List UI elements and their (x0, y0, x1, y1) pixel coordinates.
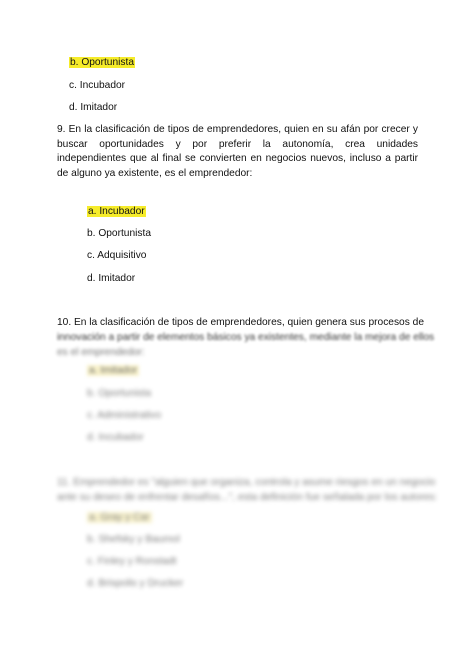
q8-option-c-text: c. Incubador (69, 80, 126, 91)
q10-option-d-text: d. Incubador (87, 432, 144, 443)
q9-option-b-text: b. Oportunista (87, 228, 151, 239)
q10-option-a-text: a. Imitador (89, 365, 138, 376)
q8-option-b-text: b. Oportunista (70, 57, 134, 68)
q11-option-c (87, 555, 176, 569)
q9-question: 9. En la clasificación de tipos de emprendedores, quien en su afán por crecer y buscar oportunidades y por preferir la autonomía, crea unidades independientes que al final se convierten en negocios nuevos, incluso a partir de alguno ya existente, es el emprendedor: (57, 124, 418, 179)
q11-option-a (87, 511, 152, 525)
q10-question-line1: 10. En la clasificación de tipos de emprendedores, quien genera sus procesos de (57, 317, 424, 328)
q10-option-b-text: b. Oportunista (87, 388, 151, 399)
q11-question-line2: ante su deseo de enfrentar desafíos...", esta definición fue señalada por los autores: (57, 492, 438, 503)
q10-option-a (87, 364, 139, 378)
q11-option-a-text: a. Gray y Car (89, 512, 150, 523)
q11-option-c-text: c. Finley y Ronstadt (87, 556, 177, 567)
q9-option-d-text: d. Imitador (87, 273, 136, 284)
q10-option-b (87, 387, 151, 401)
q11-option-d-text: d. Brispolis y Drucker (87, 578, 184, 589)
q8-option-d (69, 101, 117, 115)
q11-question-line1: 11. Emprendedor es "alguien que organiza, controla y asume riesgos en un negocio (57, 477, 436, 488)
q10-option-d (87, 431, 144, 445)
q9-option-a (87, 205, 146, 219)
q9-option-c-text: c. Adquisitivo (87, 250, 147, 261)
q8-option-d-text: d. Imitador (69, 102, 118, 113)
q8-option-c (69, 79, 125, 93)
q11-option-d (87, 577, 183, 591)
q9-option-d (87, 272, 135, 286)
q8-option-b (69, 56, 135, 70)
q9-option-c (87, 249, 146, 263)
q9-option-a-text: a. Incubador (88, 206, 145, 217)
q10-question-line2: innovación a partir de elementos básicos ya existentes, mediante la mejora de ellos (57, 332, 435, 343)
q10-option-c-text: c. Administrativo (87, 410, 162, 421)
q10-option-c (87, 409, 161, 423)
q9-option-b (87, 227, 151, 241)
q11-option-b-text: b. Shefsky y Baumol (87, 534, 180, 545)
q11-option-b (87, 533, 180, 547)
q10-question-line3: es el emprendedor: (57, 347, 145, 358)
